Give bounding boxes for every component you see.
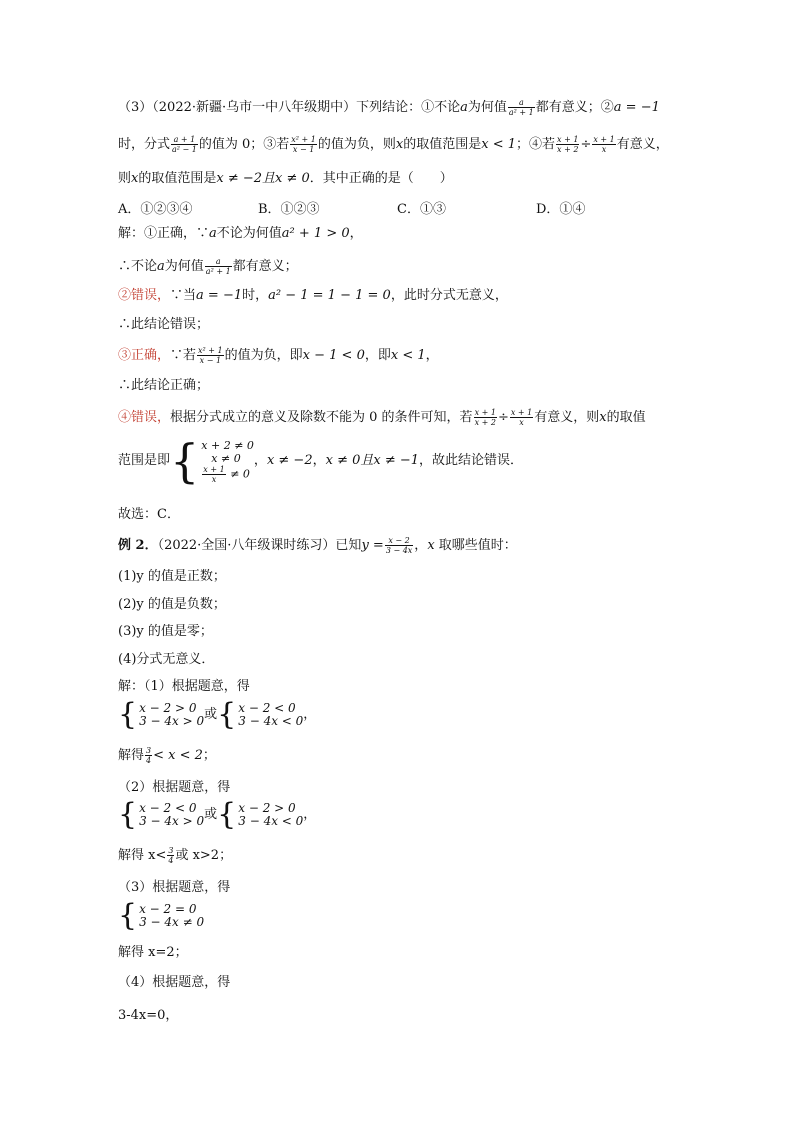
sol2-part4-eq: 3-4x=0， [118,1008,179,1023]
var-a: a [460,100,468,115]
punct: ， [349,226,363,241]
system-row: 3 − 4x > 0 [139,814,205,828]
left-brace: { [118,898,138,933]
fraction [508,98,535,117]
denominator: x − 1 [199,356,222,365]
denominator: x [519,418,524,427]
option-c: C．①③ [397,202,446,217]
fraction [592,135,615,154]
option-a: A．①②③④ [118,202,193,217]
sol2-part2-systems [118,797,317,832]
question3-line1 [118,98,660,117]
sol2-part1-head: 解：（1）根据题意，得 [118,679,250,694]
fraction [385,536,413,555]
var-x: x [427,538,435,553]
punct: ， [312,453,326,468]
fraction [510,408,533,427]
system-row: x − 2 < 0 [139,801,197,815]
denominator: x + 2 [557,145,579,154]
system-row [201,465,254,484]
option-d: D．①④ [536,202,586,217]
solution-line8 [118,434,524,488]
example-text: （2022·全国·八年级课时练习）已知 [157,538,362,553]
math-expr: a = −1 [196,288,243,303]
punct: ， [303,807,317,822]
solution-line1 [118,225,363,243]
var-x: x [131,171,139,186]
sol2-part4-head: （4）根据题意，得 [118,975,231,990]
sol2-part3-result: 解得 x=2； [118,945,188,960]
numerator: x + 1 [203,464,225,474]
solution-text: 解得 [118,748,145,763]
numerator: x + 1 [593,135,615,144]
left-brace: { [217,697,237,732]
numerator: x − 2 [385,536,413,546]
equation-system [139,802,204,828]
equation-system [201,439,254,484]
sol2-part1-systems [118,697,317,732]
fraction [205,257,232,276]
system-row: x − 2 < 0 [238,701,296,715]
solution-text: ，故此结论错误． [419,453,524,468]
punct: ； [202,748,216,763]
numerator: a + 1 [171,135,198,145]
system-row: x − 2 > 0 [238,801,296,815]
solution-text: ，即 [364,348,391,363]
punct: ， [425,348,439,363]
solution-text: 根据分式成立的意义及除数不能为 0 的条件可知，若 [170,410,473,425]
solution-text: 解：①正确，∵ [118,226,210,241]
example2-item: (2)y 的值是负数； [118,597,226,612]
numerator: a [508,98,535,108]
example2-item: (1)y 的值是正数； [118,569,226,584]
left-brace: { [118,697,138,732]
example2-item: (4)分式无意义． [118,652,215,667]
math-expr: a² + 1 > 0 [281,226,350,241]
q3-source-text: （3）（2022·新疆·乌市一中八年级期中）下列结论：①不论 [118,100,461,115]
var-x: x [395,137,404,152]
q3-text: ；④若 [516,137,556,152]
fraction [167,846,174,865]
system-row: 3 − 4x < 0 [238,714,304,728]
math-expr: x ≠ 0且x ≠ −1 [325,453,420,468]
q3-text: ．其中正确的是（ ） [309,171,453,186]
divide-sign: ÷ [497,410,509,425]
q3-text: 则 [118,171,132,186]
numerator: x² + 1 [198,346,223,355]
solution-text: 或 x>2； [175,848,233,863]
fraction [556,135,579,154]
denominator: a² − 1 [172,145,197,154]
q3-text: 的取值范围是 [138,171,217,186]
equation-system [139,903,204,929]
solution-line6: ∴此结论正确； [118,378,210,393]
example-text: 取哪些值时： [434,538,517,553]
math-expr: x < 1 [390,348,426,363]
math-expr: x − 1 < 0 [302,348,365,363]
solution-text: ，此时分式无意义， [390,288,508,303]
numerator: x + 1 [510,408,533,417]
fraction [145,746,152,765]
solution-text: 时， [242,288,269,303]
numerator: a [205,257,232,267]
math-expr: y = [361,538,384,553]
denominator: 4 [168,856,174,865]
solution-text: 不论为何值 [216,226,282,241]
solution-line4: ∴此结论错误； [118,317,210,332]
math-expr: x ≠ −2 [266,453,313,468]
q3-text: 时，分式 [118,137,171,152]
answer-line: 故选：C． [118,507,180,522]
fraction [290,135,317,154]
example2-title [118,536,517,555]
solution-text: 的值为负，即 [224,348,303,363]
sol2-part3-system [118,898,205,933]
numerator: 3 [146,746,152,755]
denominator: x + 2 [474,418,496,427]
math-expr: x < 1 [481,137,517,152]
system-row: x − 2 > 0 [139,701,197,715]
sol2-part2-head: （2）根据题意，得 [118,780,231,795]
divide-sign: ÷ [580,137,592,152]
q3-text: 为何值 [467,100,507,115]
wrong-mark: ②错误， [118,288,171,303]
question3-line3 [118,170,453,188]
math-expr: a = −1 [613,100,660,115]
example-label: 例 2． [118,538,158,553]
left-brace: { [217,797,237,832]
denominator: x [601,145,607,154]
denominator: 4 [146,756,152,765]
var-a: a [157,259,165,274]
solution-line3 [118,287,508,305]
solution-text: 有意义，则 [534,410,600,425]
denominator: a² + 1 [205,267,231,276]
punct: ， [253,453,267,468]
sol2-part1-result [118,746,216,765]
system-row: 3 − 4x > 0 [139,714,205,728]
fraction [474,408,497,427]
q3-text: 都有意义；② [535,100,614,115]
solution-line2 [118,257,298,276]
system-row: x − 2 = 0 [139,902,197,916]
solution-text: ∵若 [170,348,197,363]
solution-text: 解得 x< [118,848,167,863]
question3-line2 [118,135,669,154]
fraction [197,346,224,365]
solution-text: 为何值 [164,259,204,274]
denominator: a² + 1 [508,108,534,117]
numerator: x + 1 [557,135,579,144]
punct: ， [414,538,428,553]
fraction [202,465,225,484]
system-row: x ≠ 0 [211,451,241,465]
numerator: x² + 1 [291,135,316,144]
system-row: x + 2 ≠ 0 [201,438,254,452]
math-expr: < x < 2 [153,748,203,763]
solution-text: 的取值 [606,410,646,425]
left-brace: { [118,797,138,832]
solution-text: 都有意义； [232,259,298,274]
left-brace: { [170,434,200,488]
solution-text: ∵当 [170,288,197,303]
punct: ， [303,707,317,722]
var-a: a [209,226,217,241]
wrong-mark: ④错误， [118,410,171,425]
system-row: 3 − 4x ≠ 0 [139,915,205,929]
math-expr: a² − 1 = 1 − 1 = 0 [268,288,391,303]
equation-system [238,802,303,828]
or-text: 或 [204,707,218,722]
or-text: 或 [204,807,218,822]
numerator: 3 [168,846,174,855]
equation-system [238,702,303,728]
denominator: 3 − 4x [385,546,413,555]
option-b: B．①②③ [258,202,320,217]
solution-line5 [118,346,439,365]
sol2-part3-head: （3）根据题意，得 [118,880,231,895]
q3-text: 有意义， [616,137,669,152]
denominator: x − 1 [292,145,315,154]
numerator: x + 1 [474,408,496,417]
system-row: 3 − 4x < 0 [238,814,304,828]
system-tail: ≠ 0 [230,467,250,480]
solution-line7 [118,408,646,427]
fraction [171,135,198,154]
example2-item: (3)y 的值是零； [118,624,213,639]
correct-mark: ③正确， [118,348,171,363]
var-x: x [599,410,607,425]
equation-system [139,702,204,728]
solution-text: 范围是即 [118,453,171,468]
q3-text: 的取值范围是 [403,137,482,152]
math-expr: x ≠ −2且x ≠ 0 [216,171,310,186]
q3-text: 的值为 0；③若 [198,137,290,152]
solution-text: ∴不论 [118,259,158,274]
q3-text: 的值为负，则 [317,137,396,152]
sol2-part2-result [118,846,232,865]
denominator: x [211,474,217,484]
